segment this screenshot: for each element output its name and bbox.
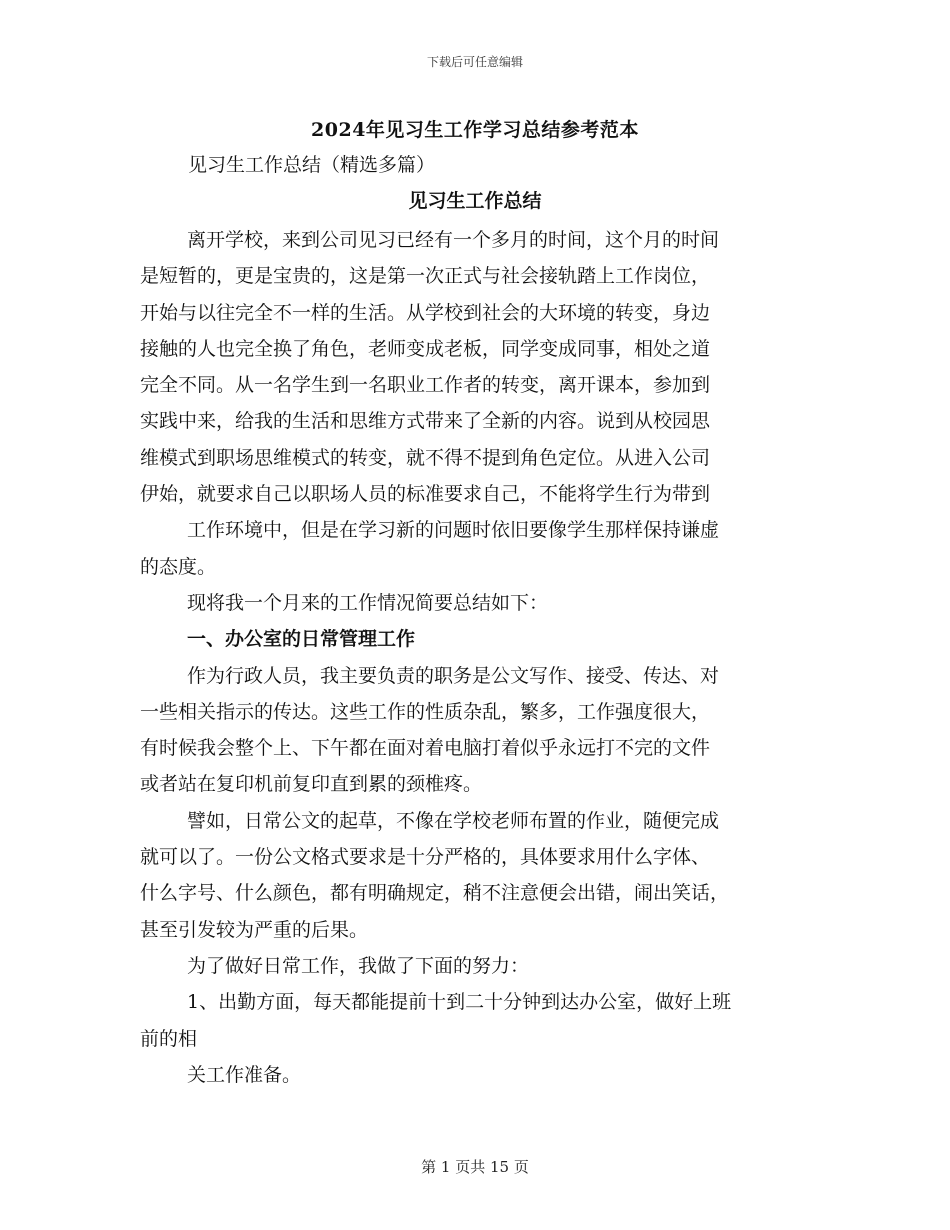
section-heading: 一、办公室的日常管理工作 (187, 628, 416, 651)
paragraph-line: 关工作准备。 (187, 1063, 302, 1086)
section-title: 见习生工作总结 (408, 190, 542, 212)
paragraph-line: 工作环境中，但是在学习新的问题时依旧要像学生那样保持谦虚 (187, 519, 720, 542)
paragraph-line: 或者站在复印机前复印直到累的颈椎疼。 (140, 773, 483, 796)
paragraph-line: 作为行政人员，我主要负责的职务是公文写作、接受、传达、对 (187, 664, 720, 687)
paragraph-line: 开始与以往完全不一样的生活。从学校到社会的大环境的转变，身边 (140, 301, 711, 324)
document-title: 2024年见习生工作学习总结参考范本 (311, 119, 639, 141)
paragraph-line: 伊始，就要求自己以职场人员的标准要求自己，不能将学生行为带到 (140, 483, 711, 506)
paragraph-line: 为了做好日常工作，我做了下面的努力： (187, 954, 530, 977)
paragraph-line: 什么字号、什么颜色，都有明确规定，稍不注意便会出错，闹出笑话， (140, 882, 730, 905)
paragraph-line: 一些相关指示的传达。这些工作的性质杂乱，繁多，工作强度很大， (140, 700, 711, 723)
paragraph-line: 实践中来，给我的生活和思维方式带来了全新的内容。说到从校园思 (140, 410, 711, 433)
paragraph-line: 的态度。 (140, 555, 217, 578)
page-footer: 第 1 页共 15 页 (421, 1158, 529, 1176)
paragraph-line: 是短暂的，更是宝贵的，这是第一次正式与社会接轨踏上工作岗位， (140, 265, 711, 288)
paragraph-line: 现将我一个月来的工作情况简要总结如下： (187, 591, 549, 614)
paragraph-line: 维模式到职场思维模式的转变，就不得不提到角色定位。从进入公司 (140, 446, 711, 469)
paragraph-line: 前的相 (140, 1027, 198, 1050)
body-text (140, 222, 810, 1093)
paragraph-line: 甚至引发较为严重的后果。 (140, 918, 369, 941)
paragraph-line: 完全不同。从一名学生到一名职业工作者的转变，离开课本，参加到 (140, 374, 711, 397)
paragraph-line: 接触的人也完全换了角色，老师变成老板，同学变成同事，相处之道 (140, 337, 711, 360)
paragraph-line: 就可以了。一份公文格式要求是十分严格的，具体要求用什么字体、 (140, 846, 711, 869)
paragraph-line: 有时候我会整个上、下午都在面对着电脑打着似乎永远打不完的文件 (140, 737, 711, 760)
document-subtitle: 见习生工作总结（精选多篇） (188, 154, 436, 176)
paragraph-line: 1、出勤方面，每天都能提前十到二十分钟到达办公室，做好上班 (187, 991, 732, 1014)
paragraph-line: 离开学校，来到公司见习已经有一个多月的时间，这个月的时间 (187, 229, 720, 251)
page-header: 下载后可任意编辑 (426, 55, 523, 69)
paragraph-line: 譬如，日常公文的起草，不像在学校老师布置的作业，随便完成 (187, 809, 720, 832)
